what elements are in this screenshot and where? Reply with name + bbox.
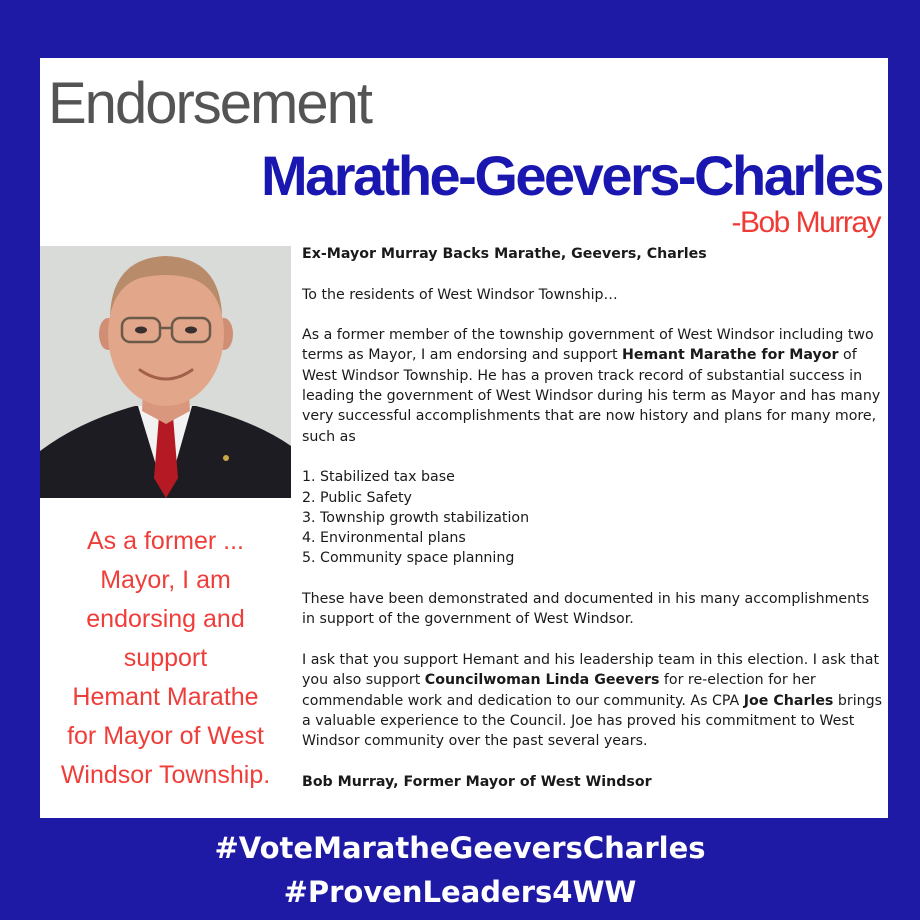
cpa-emphasis: Joe Charles xyxy=(743,692,834,709)
list-item: 3. Township growth stabilization xyxy=(302,509,530,526)
letter-paragraph-3: I ask that you support Hemant and his leadership team in this election. I ask that you also support Councilwoman Linda Geevers for re-election for her commendable work and dedication to our community. As CPA Joe Charles brings a valuable experience to the Council. Joe has proved his commitment to West Windsor community over the past several years. xyxy=(302,651,883,750)
letter-paragraph-1: As a former member of the township government of West Windsor including two terms as Mayor, I am endorsing and support Hemant Marathe for Mayor of West Windsor Township. He has a proven track record of substantial success in leading the government of West Windsor during his term as Mayor and has many very successful accomplishments that are now history and plans for many more, such as xyxy=(302,327,881,445)
hashtag-secondary: #ProvenLeaders4WW xyxy=(283,875,637,909)
pull-quote-line: support xyxy=(123,644,208,672)
endorser-portrait-photo xyxy=(40,246,291,498)
letter-paragraph-2: These have been demonstrated and documented in his many accomplishments in support of the government of West Windsor. xyxy=(302,591,870,628)
pull-quote-line: endorsing and xyxy=(86,605,245,633)
list-item: 4. Environmental plans xyxy=(302,530,466,547)
pull-quote xyxy=(40,522,291,795)
pull-quote-line: for Mayor of West xyxy=(67,722,264,750)
endorsement-letter xyxy=(302,244,884,792)
endorsement-heading: Endorsement xyxy=(48,71,371,136)
pull-quote-line: As a former ... xyxy=(87,527,244,555)
endorser-attribution: -Bob Murray xyxy=(731,206,880,239)
pull-quote-line: Mayor, I am xyxy=(100,566,231,594)
letter-headline: Ex-Mayor Murray Backs Marathe, Geevers, Charles xyxy=(302,246,707,262)
hashtag-primary: #VoteMaratheGeeversCharles xyxy=(214,831,706,865)
pull-quote-line: Windsor Township. xyxy=(60,761,271,789)
councilwoman-emphasis: Councilwoman Linda Geevers xyxy=(424,672,660,689)
letter-salutation: To the residents of West Windsor Township… xyxy=(302,286,618,303)
list-item: 1. Stabilized tax base xyxy=(302,469,455,486)
list-item: 2. Public Safety xyxy=(302,489,412,506)
candidate-names-heading: Marathe-Geevers-Charles xyxy=(260,144,882,207)
letter-signature: Bob Murray, Former Mayor of West Windsor xyxy=(302,773,652,790)
accomplishments-list xyxy=(302,467,884,568)
hashtags xyxy=(0,826,920,914)
candidate-mayor-emphasis: Hemant Marathe for Mayor xyxy=(622,347,839,364)
list-item: 5. Community space planning xyxy=(302,550,515,567)
endorsement-card xyxy=(40,58,888,818)
portrait-illustration xyxy=(40,246,291,498)
pull-quote-line: Hemant Marathe xyxy=(72,683,259,711)
